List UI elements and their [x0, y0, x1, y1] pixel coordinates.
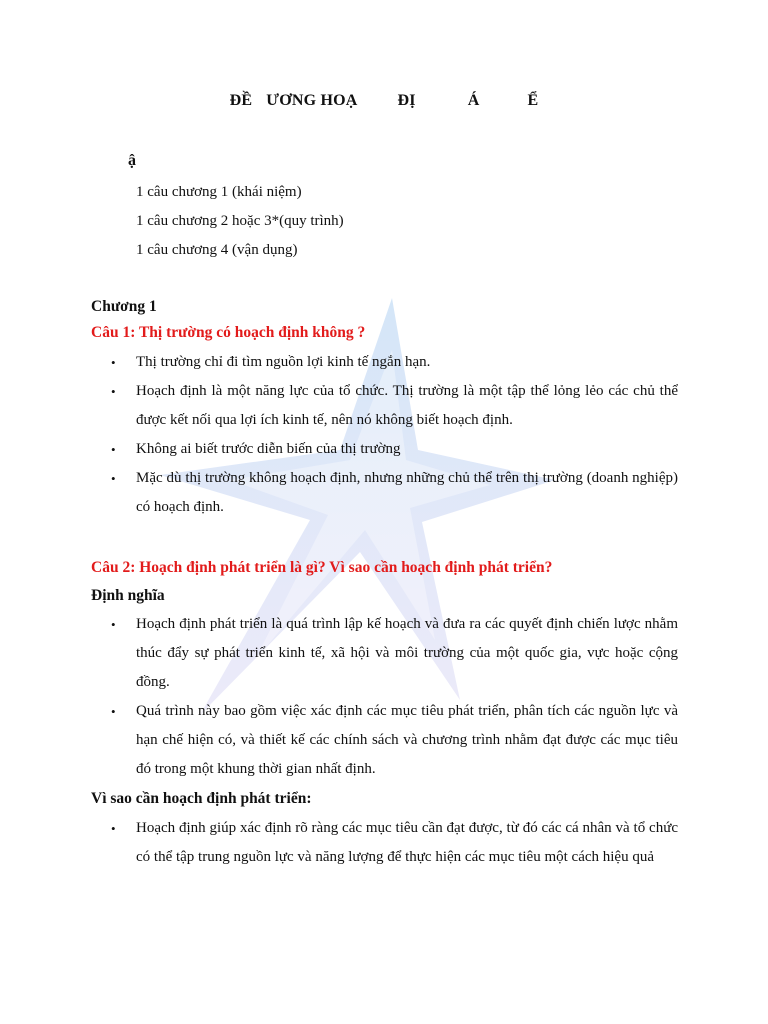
why-heading: Vì sao cần hoạch định phát triển: [91, 790, 312, 807]
structure-item: 1 câu chương 2 hoặc 3*(quy trình) [136, 213, 344, 229]
list-item: • Hoạch định là một năng lực của tổ chức. Thị trường là một tập thể lỏng lẻo các chủ thể được kết nối qua lợi ích kinh tế, nên nó không biết hoạch định. [91, 377, 678, 435]
list-item: • Không ai biết trước diễn biến của thị trường [91, 435, 678, 464]
question-2-title: Câu 2: Hoạch định phát triển là gì? Vì sao cần hoạch định phát triển? [91, 559, 553, 576]
list-item: • Mặc dù thị trường không hoạch định, nhưng những chủ thể trên thị trường (doanh nghiệp) có hoạch định. [91, 464, 678, 522]
title-part: ĐỀ [229, 92, 253, 109]
why-bullets [91, 814, 678, 872]
title-part: ƯƠNG HOẠ [266, 92, 358, 109]
structure-list [136, 178, 344, 265]
list-item: • Thị trường chỉ đi tìm nguồn lợi kinh tế ngắn hạn. [91, 348, 678, 377]
list-item: • Hoạch định phát triển là quá trình lập kế hoạch và đưa ra các quyết định chiến lược nhằm thúc đẩy sự phát triển kinh tế, xã hội và môi trường của một quốc gia, vực hoặc cộng đồng. [91, 610, 678, 697]
question-2-section [91, 554, 678, 872]
chapter1-section [91, 296, 678, 522]
definition-heading: Định nghĩa [91, 587, 165, 604]
structure-item: 1 câu chương 4 (vận dụng) [136, 242, 298, 258]
title-part: Á [467, 92, 480, 109]
list-item: • Hoạch định giúp xác định rõ ràng các mục tiêu cần đạt được, từ đó các cá nhân và tổ chức có thể tập trung nguồn lực và năng lượng để thực hiện các mục tiêu một cách hiệu quả [91, 814, 678, 872]
definition-bullets [91, 610, 678, 784]
list-item: • Quá trình này bao gồm việc xác định các mục tiêu phát triển, phân tích các nguồn lực và hạn chế hiện có, và thiết kế các chính sách và chương trình nhằm đạt được các mục tiêu đó trong một khung thời gian nhất định. [91, 697, 678, 784]
title-part: Ể [527, 92, 539, 109]
structure-item: 1 câu chương 1 (khái niệm) [136, 184, 302, 200]
document-title [0, 92, 768, 110]
question-1-title: Câu 1: Thị trường có hoạch định không ? [91, 324, 366, 341]
title-part: ĐỊ [397, 92, 416, 109]
chapter-heading: Chương 1 [91, 298, 157, 315]
structure-heading: ậ [128, 152, 136, 169]
question-1-bullets [91, 348, 678, 522]
